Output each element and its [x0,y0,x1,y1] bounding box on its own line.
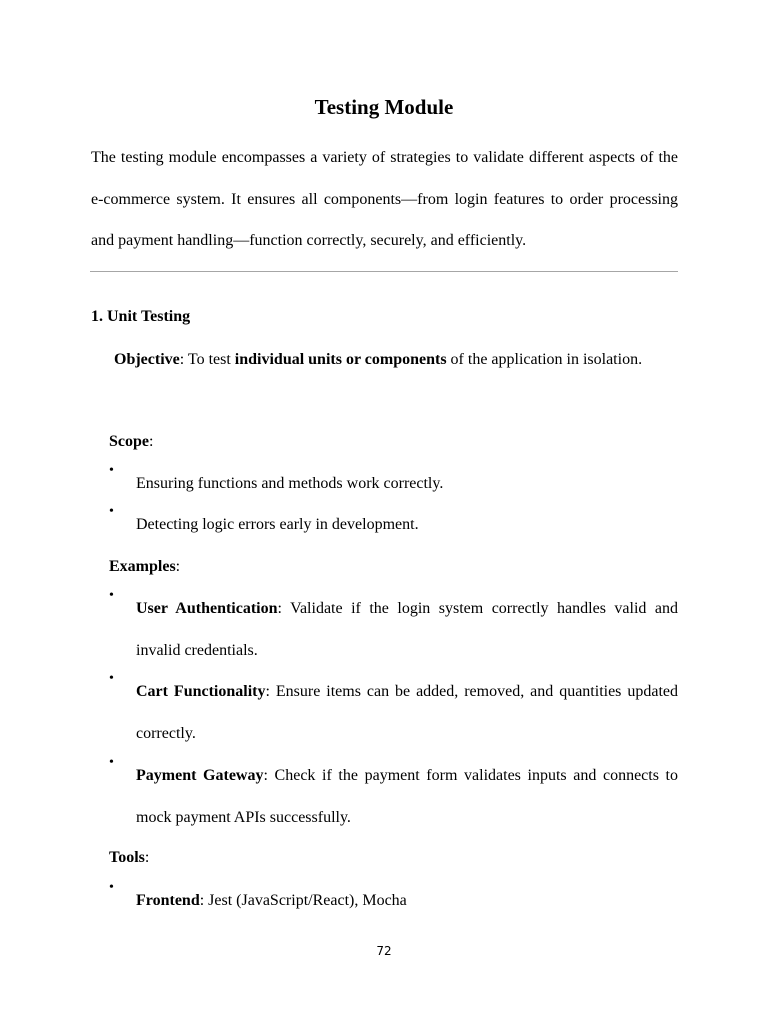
bullet-icon: • [109,880,114,895]
scope-label-text: Scope [109,433,149,450]
tool-item-text [136,880,678,922]
bullet-icon: • [109,755,114,770]
examples-label [109,555,180,579]
scope-item-text: Detecting logic errors early in development. [136,516,419,533]
examples-label-colon: : [175,558,181,575]
tool-description: : Jest (JavaScript/React), Mocha [199,892,407,909]
page-title: Testing Module [314,95,454,119]
scope-item-text: Ensuring functions and methods work correctly. [136,475,444,492]
objective-emphasis: individual units or components [234,351,447,368]
example-item-text [136,588,678,671]
scope-label-colon: : [149,433,154,450]
examples-label-text: Examples [109,558,176,575]
scope-item [109,463,678,505]
objective-text-after: of the application in isolation. [446,351,643,368]
page-number: 72 [376,944,392,958]
horizontal-divider [90,271,678,272]
bullet-icon: • [109,463,114,478]
intro-paragraph: The testing module encompasses a variety of strategies to validate different aspects of the e-commerce system. It ensures all components—from login features to order processing and payment handling—function correctly, securely, and efficiently. [91,149,678,249]
example-term: User Authentication [136,600,278,617]
objective-label: Objective [114,351,180,368]
example-term: Cart Functionality [136,683,266,700]
tools-label-text: Tools [109,849,145,866]
bullet-icon: • [109,671,114,686]
bullet-icon: • [109,504,114,519]
example-item-text [136,671,678,754]
tool-item [109,880,678,922]
example-item [109,588,678,671]
example-item-text [136,755,678,838]
example-item [109,755,678,838]
bullet-icon: • [109,588,114,603]
scope-item [109,504,678,546]
example-description: : Validate if the login system correctly handles valid and invalid credentials. [136,600,678,659]
scope-label [109,430,153,454]
example-description: : Check if the payment form validates inputs and connects to mock payment APIs successfully. [136,767,679,826]
objective-text-before: : To test [179,351,235,368]
tools-label [109,846,149,870]
objective-paragraph [91,339,678,381]
tools-label-colon: : [144,849,150,866]
example-description: : Ensure items can be added, removed, and quantities updated correctly. [136,683,679,742]
example-item [109,671,678,754]
section-heading: 1. Unit Testing [91,308,191,325]
example-term: Payment Gateway [136,767,264,784]
tool-term: Frontend [136,892,200,909]
